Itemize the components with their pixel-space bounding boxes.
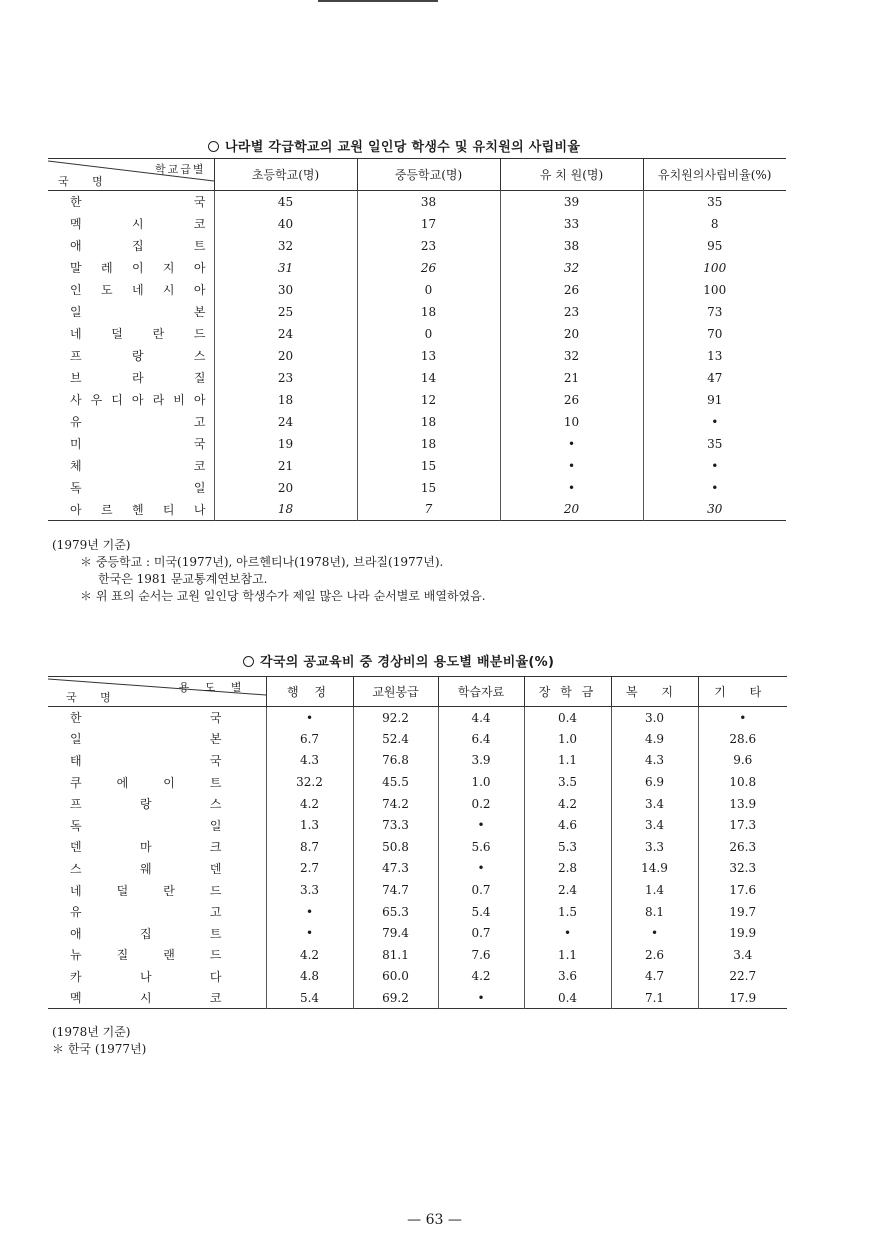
country-cell: [48, 257, 214, 279]
table-row: [48, 455, 786, 477]
table-row: [48, 367, 786, 389]
country-name: 네 덜 란 드: [70, 327, 206, 341]
country-cell: [48, 728, 266, 750]
table-row: [48, 213, 786, 235]
value-cell: 14.9: [611, 858, 698, 880]
table-row: [48, 235, 786, 257]
country-name: 유 고: [70, 415, 206, 429]
country-name: 쿠 에 이 트: [70, 775, 222, 790]
country-name: 한 국: [70, 711, 222, 726]
value-cell: 40: [214, 213, 357, 235]
table-row: [48, 707, 787, 729]
value-cell: 5.3: [524, 836, 611, 858]
value-cell: 100: [643, 257, 786, 279]
country-name: 멕 시 코: [70, 991, 222, 1006]
value-cell: 10.8: [698, 771, 787, 793]
value-cell: •: [643, 411, 786, 433]
value-cell: •: [438, 814, 524, 836]
value-cell: 45: [214, 191, 357, 213]
value-cell: 4.3: [611, 750, 698, 772]
table-row: [48, 301, 786, 323]
column-header: 장 학 금: [524, 677, 611, 707]
value-cell: 35: [643, 191, 786, 213]
corner-top-label: 학교급별: [154, 163, 206, 176]
value-cell: 23: [214, 367, 357, 389]
value-cell: 91: [643, 389, 786, 411]
value-cell: •: [643, 455, 786, 477]
value-cell: 28.6: [698, 728, 787, 750]
country-cell: [48, 771, 266, 793]
table2-corner-cell: [48, 677, 266, 707]
value-cell: 31: [214, 257, 357, 279]
value-cell: 1.1: [524, 750, 611, 772]
value-cell: 18: [214, 389, 357, 411]
value-cell: 21: [500, 367, 643, 389]
value-cell: 4.9: [611, 728, 698, 750]
table-row: [48, 922, 787, 944]
value-cell: 26.3: [698, 836, 787, 858]
table-row: [48, 433, 786, 455]
corner-bottom-label: 국 명: [58, 175, 113, 188]
column-header: 유 치 원(명): [500, 159, 643, 191]
country-name: 인 도 네 시 아: [70, 283, 206, 297]
table-row: [48, 411, 786, 433]
value-cell: 3.3: [266, 879, 353, 901]
country-cell: [48, 455, 214, 477]
value-cell: 20: [214, 345, 357, 367]
table-row: [48, 477, 786, 499]
value-cell: 76.8: [353, 750, 438, 772]
value-cell: 26: [500, 389, 643, 411]
value-cell: 30: [643, 499, 786, 521]
value-cell: 3.9: [438, 750, 524, 772]
table1-corner-cell: [48, 159, 214, 191]
table1-title: 나라별 각급학교의 교원 일인당 학생수 및 유치원의 사립비율: [225, 140, 581, 155]
value-cell: 22.7: [698, 966, 787, 988]
value-cell: 70: [643, 323, 786, 345]
value-cell: 19.7: [698, 901, 787, 923]
value-cell: 6.9: [611, 771, 698, 793]
country-name: 프 랑 스: [70, 349, 206, 363]
country-cell: [48, 345, 214, 367]
value-cell: 95: [643, 235, 786, 257]
table2-title-row: [243, 651, 554, 670]
table-row: [48, 966, 787, 988]
country-name: 멕 시 코: [70, 217, 206, 231]
value-cell: 0.7: [438, 879, 524, 901]
table1-notes: [52, 537, 486, 605]
column-header: 교원봉급: [353, 677, 438, 707]
country-cell: [48, 879, 266, 901]
country-cell: [48, 389, 214, 411]
value-cell: 4.8: [266, 966, 353, 988]
value-cell: 2.7: [266, 858, 353, 880]
table-row: [48, 191, 786, 213]
value-cell: 23: [357, 235, 500, 257]
value-cell: 5.6: [438, 836, 524, 858]
country-name: 유 고: [70, 905, 222, 920]
country-name: 브 라 질: [70, 371, 206, 385]
country-cell: [48, 793, 266, 815]
value-cell: 4.7: [611, 966, 698, 988]
value-cell: 32.2: [266, 771, 353, 793]
value-cell: 26: [357, 257, 500, 279]
value-cell: 47: [643, 367, 786, 389]
value-cell: 0.4: [524, 987, 611, 1009]
country-cell: [48, 901, 266, 923]
country-cell: [48, 987, 266, 1009]
value-cell: 4.6: [524, 814, 611, 836]
value-cell: •: [266, 901, 353, 923]
value-cell: •: [500, 455, 643, 477]
value-cell: 1.0: [524, 728, 611, 750]
value-cell: 47.3: [353, 858, 438, 880]
value-cell: 15: [357, 455, 500, 477]
value-cell: •: [611, 922, 698, 944]
country-cell: [48, 433, 214, 455]
value-cell: 0.7: [438, 922, 524, 944]
table-row: [48, 771, 787, 793]
value-cell: 32: [500, 345, 643, 367]
value-cell: •: [266, 922, 353, 944]
country-name: 카 나 다: [70, 969, 222, 984]
value-cell: 10: [500, 411, 643, 433]
country-cell: [48, 944, 266, 966]
country-name: 한 국: [70, 195, 206, 210]
value-cell: •: [643, 477, 786, 499]
corner-bottom-label: 국 명: [66, 691, 121, 704]
country-name: 사 우 디 아 라 비 아: [70, 393, 206, 407]
country-name: 뉴 질 랜 드: [70, 948, 222, 963]
country-name: 일 본: [70, 732, 222, 747]
value-cell: 8.7: [266, 836, 353, 858]
value-cell: 2.4: [524, 879, 611, 901]
country-name: 애 집 트: [70, 926, 222, 941]
country-cell: [48, 411, 214, 433]
value-cell: •: [500, 477, 643, 499]
value-cell: 65.3: [353, 901, 438, 923]
country-cell: [48, 235, 214, 257]
value-cell: 0: [357, 323, 500, 345]
column-header: 학습자료: [438, 677, 524, 707]
table-row: [48, 345, 786, 367]
value-cell: 4.2: [266, 793, 353, 815]
country-name: 미 국: [70, 437, 206, 451]
country-name: 덴 마 크: [70, 840, 222, 855]
value-cell: 2.8: [524, 858, 611, 880]
value-cell: 4.3: [266, 750, 353, 772]
column-header: 복 지: [611, 677, 698, 707]
value-cell: 17.3: [698, 814, 787, 836]
value-cell: 9.6: [698, 750, 787, 772]
country-cell: [48, 323, 214, 345]
table2-title: 각국의 공교육비 중 경상비의 용도별 배분비율(%): [260, 655, 555, 670]
value-cell: 5.4: [266, 987, 353, 1009]
table1: [48, 158, 786, 521]
column-header: 기 타: [698, 677, 787, 707]
value-cell: 8: [643, 213, 786, 235]
value-cell: 13: [643, 345, 786, 367]
value-cell: 32: [214, 235, 357, 257]
value-cell: 20: [500, 323, 643, 345]
country-cell: [48, 750, 266, 772]
country-cell: [48, 477, 214, 499]
value-cell: •: [438, 858, 524, 880]
table1-body: [48, 191, 786, 521]
value-cell: 30: [214, 279, 357, 301]
value-cell: 17.9: [698, 987, 787, 1009]
value-cell: 18: [357, 433, 500, 455]
value-cell: 3.4: [611, 793, 698, 815]
value-cell: 3.0: [611, 707, 698, 729]
table2: [48, 676, 787, 1009]
top-rule: [318, 0, 438, 2]
value-cell: 4.2: [266, 944, 353, 966]
table-row: [48, 323, 786, 345]
value-cell: 17.6: [698, 879, 787, 901]
country-cell: [48, 499, 214, 521]
value-cell: 52.4: [353, 728, 438, 750]
value-cell: 38: [357, 191, 500, 213]
country-name: 독 일: [70, 481, 206, 495]
value-cell: •: [524, 922, 611, 944]
table-row: [48, 987, 787, 1009]
value-cell: 20: [500, 499, 643, 521]
table-row: [48, 879, 787, 901]
country-cell: [48, 191, 214, 213]
country-cell: [48, 707, 266, 729]
value-cell: 3.4: [698, 944, 787, 966]
value-cell: 18: [214, 499, 357, 521]
value-cell: 7.6: [438, 944, 524, 966]
value-cell: 18: [357, 411, 500, 433]
country-name: 체 코: [70, 459, 206, 473]
table-row: [48, 944, 787, 966]
table-row: [48, 257, 786, 279]
value-cell: 24: [214, 323, 357, 345]
value-cell: 6.7: [266, 728, 353, 750]
table-row: [48, 750, 787, 772]
value-cell: 3.6: [524, 966, 611, 988]
value-cell: 12: [357, 389, 500, 411]
table-row: [48, 814, 787, 836]
value-cell: 1.4: [611, 879, 698, 901]
value-cell: 50.8: [353, 836, 438, 858]
value-cell: 1.5: [524, 901, 611, 923]
value-cell: 15: [357, 477, 500, 499]
value-cell: 5.4: [438, 901, 524, 923]
country-name: 말 레 이 지 아: [70, 261, 206, 275]
value-cell: •: [698, 707, 787, 729]
value-cell: 74.7: [353, 879, 438, 901]
country-cell: [48, 367, 214, 389]
value-cell: 25: [214, 301, 357, 323]
value-cell: 2.6: [611, 944, 698, 966]
page-number: — 63 —: [407, 1212, 462, 1228]
corner-top-label: 용 도 별: [178, 681, 248, 694]
value-cell: •: [500, 433, 643, 455]
value-cell: 1.0: [438, 771, 524, 793]
column-header: 초등학교(명): [214, 159, 357, 191]
note-line: (1978년 기준): [52, 1025, 131, 1039]
table-row: [48, 858, 787, 880]
value-cell: 81.1: [353, 944, 438, 966]
table1-header-row: [48, 159, 786, 191]
table2-notes: [52, 1024, 146, 1058]
value-cell: 92.2: [353, 707, 438, 729]
value-cell: 79.4: [353, 922, 438, 944]
value-cell: 73: [643, 301, 786, 323]
value-cell: 20: [214, 477, 357, 499]
value-cell: 0.4: [524, 707, 611, 729]
value-cell: •: [438, 987, 524, 1009]
value-cell: 17: [357, 213, 500, 235]
note-line: ＊ 위 표의 순서는 교원 일인당 학생수가 제일 많은 나라 순서별로 배열하였음.: [80, 589, 486, 603]
country-name: 태 국: [70, 753, 222, 768]
column-header: 행 정: [266, 677, 353, 707]
value-cell: 24: [214, 411, 357, 433]
value-cell: 100: [643, 279, 786, 301]
country-cell: [48, 279, 214, 301]
note-line: 한국은 1981 문교통계연보참고.: [98, 572, 268, 586]
value-cell: 7.1: [611, 987, 698, 1009]
country-cell: [48, 858, 266, 880]
country-name: 스 웨 덴: [70, 861, 222, 876]
value-cell: 69.2: [353, 987, 438, 1009]
value-cell: 8.1: [611, 901, 698, 923]
note-line: ＊ 한국 (1977년): [52, 1042, 147, 1056]
table-row: [48, 901, 787, 923]
country-name: 일 본: [70, 305, 206, 319]
value-cell: 1.3: [266, 814, 353, 836]
table2-header-row: [48, 677, 787, 707]
value-cell: 3.5: [524, 771, 611, 793]
country-cell: [48, 814, 266, 836]
country-cell: [48, 922, 266, 944]
country-name: 애 집 트: [70, 239, 206, 253]
value-cell: •: [266, 707, 353, 729]
value-cell: 33: [500, 213, 643, 235]
value-cell: 3.4: [611, 814, 698, 836]
value-cell: 4.2: [438, 966, 524, 988]
value-cell: 7: [357, 499, 500, 521]
country-name: 독 일: [70, 818, 222, 833]
value-cell: 6.4: [438, 728, 524, 750]
value-cell: 45.5: [353, 771, 438, 793]
value-cell: 18: [357, 301, 500, 323]
value-cell: 35: [643, 433, 786, 455]
value-cell: 1.1: [524, 944, 611, 966]
value-cell: 13.9: [698, 793, 787, 815]
country-name: 네 덜 란 드: [70, 883, 222, 898]
column-header: 중등학교(명): [357, 159, 500, 191]
value-cell: 19.9: [698, 922, 787, 944]
value-cell: 38: [500, 235, 643, 257]
note-line: (1979년 기준): [52, 538, 131, 552]
country-cell: [48, 966, 266, 988]
circle-bullet-icon: [243, 656, 254, 667]
table-row: [48, 793, 787, 815]
table-row: [48, 499, 786, 521]
table-row: [48, 279, 786, 301]
value-cell: 14: [357, 367, 500, 389]
country-name: 프 랑 스: [70, 797, 222, 812]
value-cell: 21: [214, 455, 357, 477]
value-cell: 26: [500, 279, 643, 301]
table-row: [48, 389, 786, 411]
value-cell: 0: [357, 279, 500, 301]
circle-bullet-icon: [208, 141, 219, 152]
value-cell: 74.2: [353, 793, 438, 815]
value-cell: 23: [500, 301, 643, 323]
value-cell: 73.3: [353, 814, 438, 836]
value-cell: 3.3: [611, 836, 698, 858]
value-cell: 32: [500, 257, 643, 279]
note-line: ＊ 중등학교 : 미국(1977년), 아르헨티나(1978년), 브라질(1977년).: [80, 555, 444, 569]
value-cell: 0.2: [438, 793, 524, 815]
table-row: [48, 836, 787, 858]
value-cell: 32.3: [698, 858, 787, 880]
country-name: 아 르 헨 티 나: [70, 502, 206, 517]
country-cell: [48, 836, 266, 858]
table1-title-row: [208, 136, 580, 155]
value-cell: 4.4: [438, 707, 524, 729]
value-cell: 13: [357, 345, 500, 367]
value-cell: 39: [500, 191, 643, 213]
country-cell: [48, 301, 214, 323]
value-cell: 19: [214, 433, 357, 455]
column-header: 유치원의사립비율(%): [643, 159, 786, 191]
value-cell: 4.2: [524, 793, 611, 815]
table-row: [48, 728, 787, 750]
country-cell: [48, 213, 214, 235]
value-cell: 60.0: [353, 966, 438, 988]
table2-body: [48, 707, 787, 1009]
